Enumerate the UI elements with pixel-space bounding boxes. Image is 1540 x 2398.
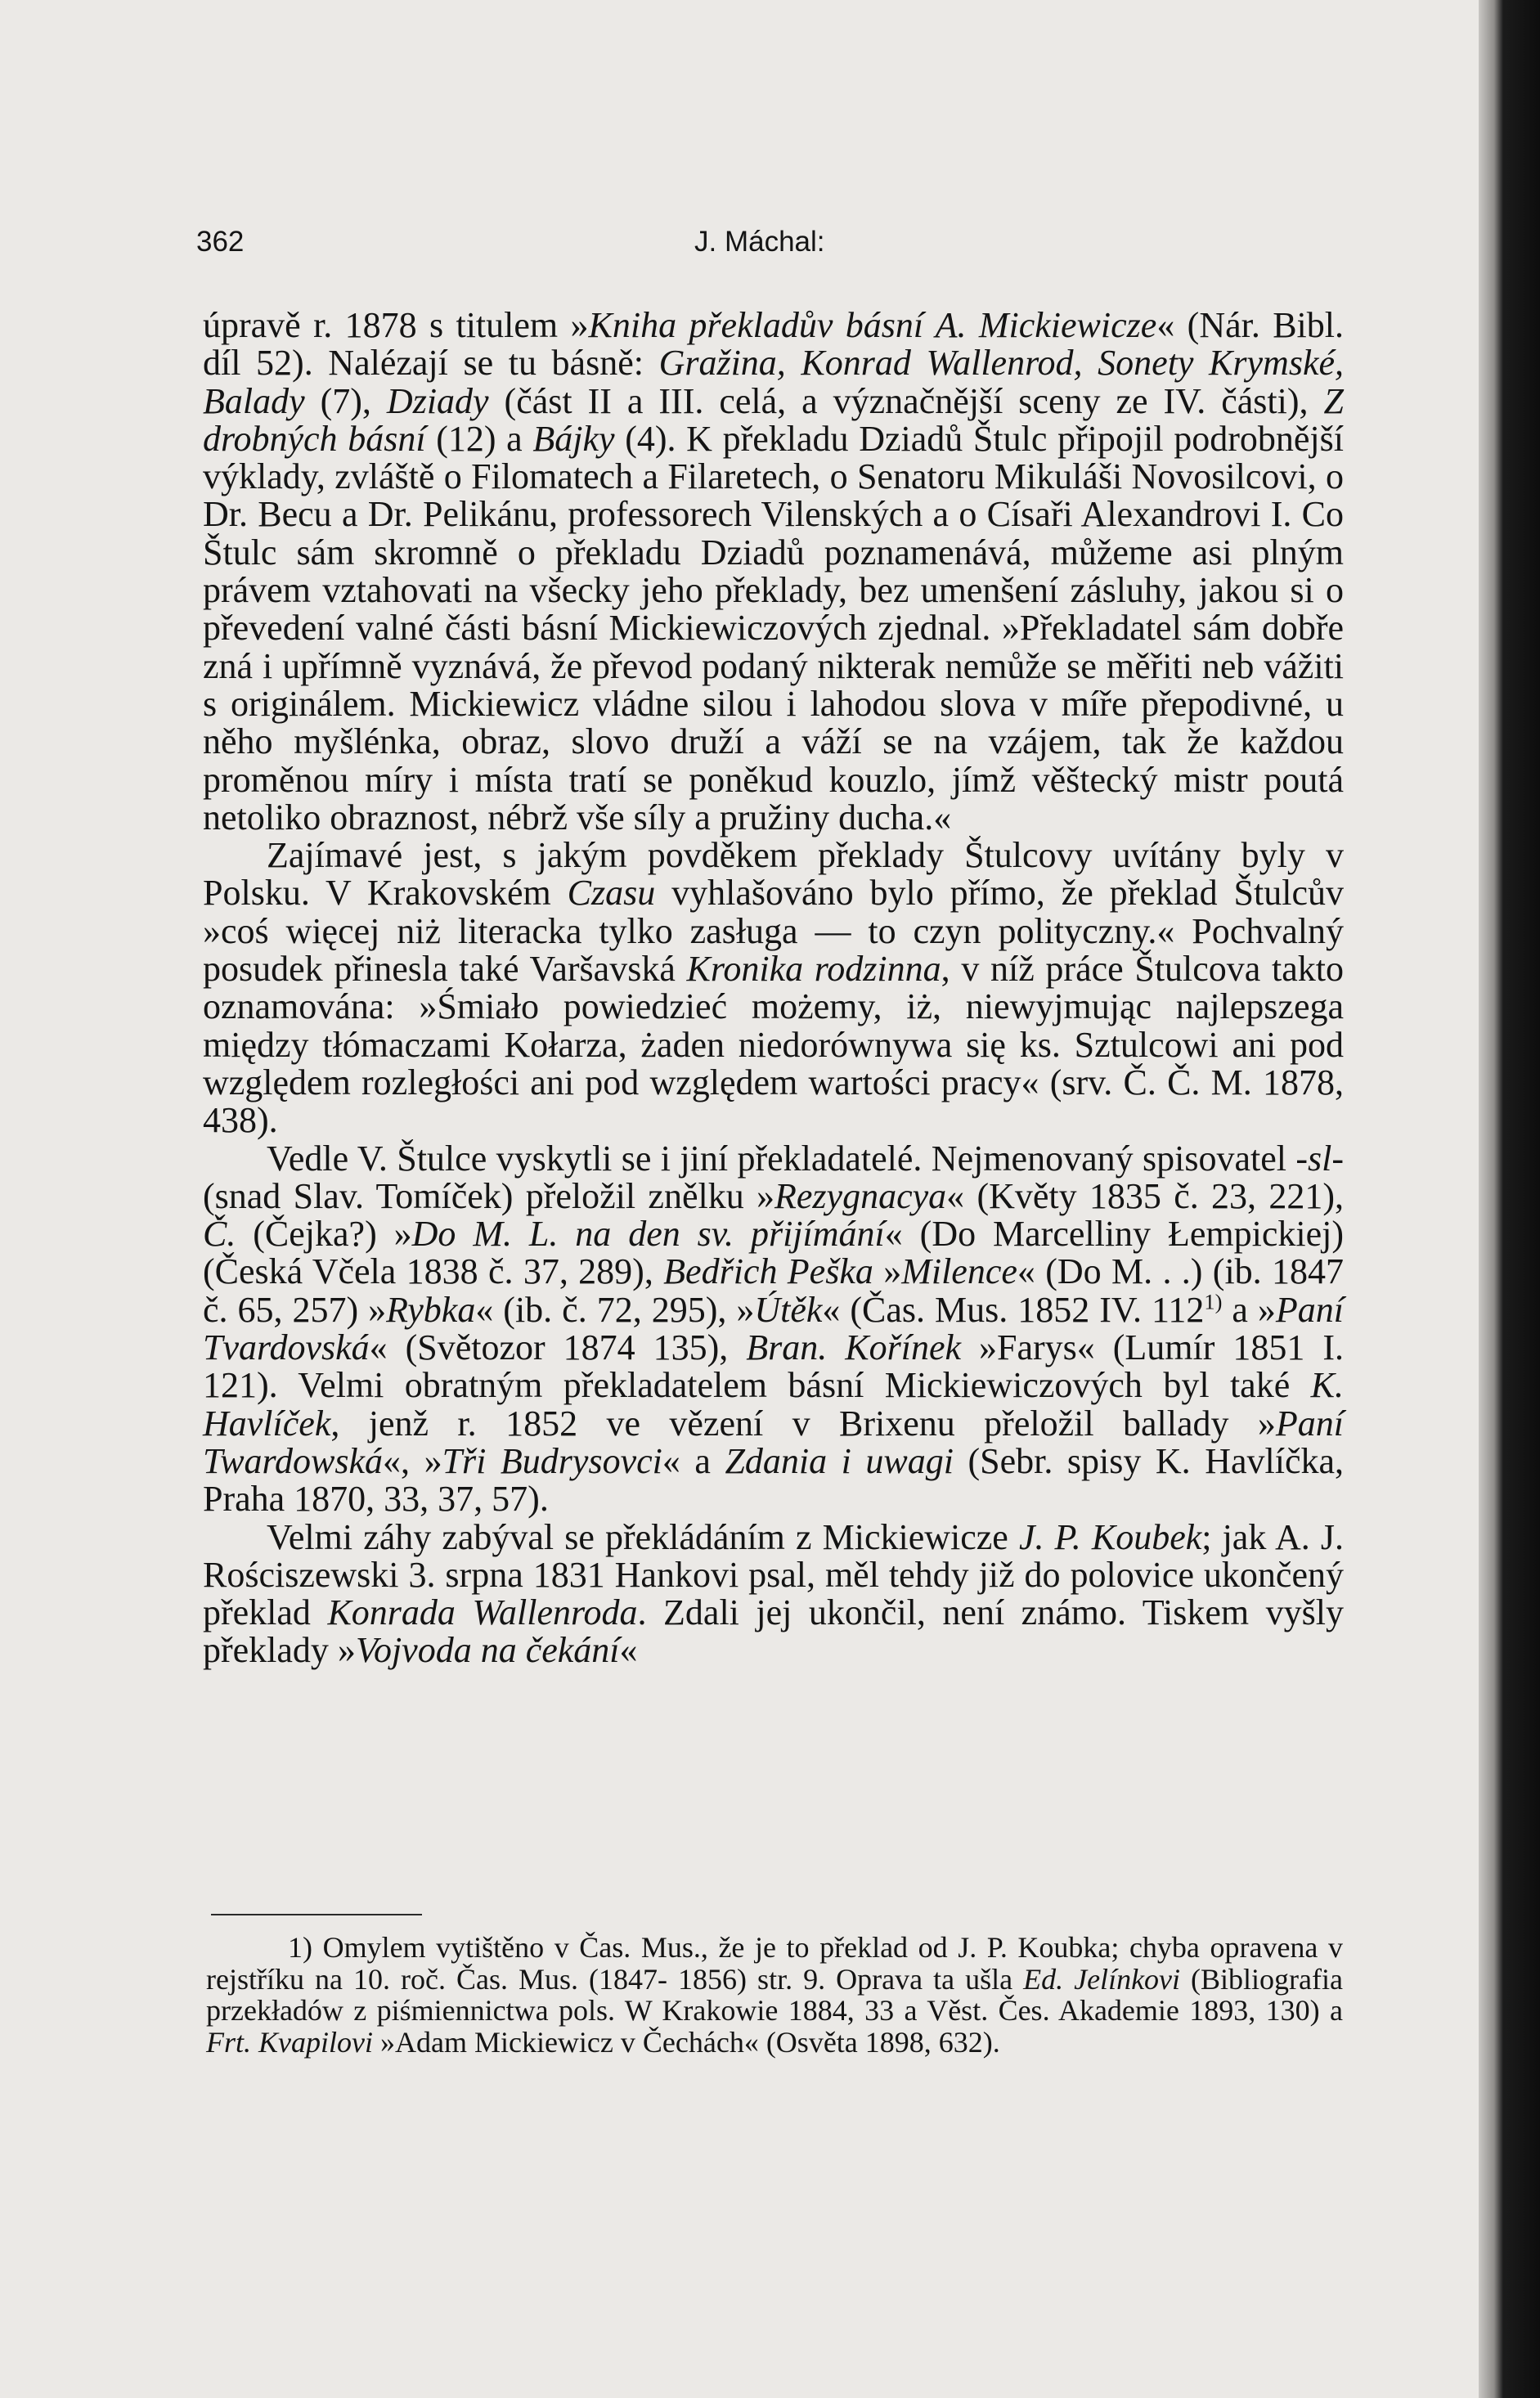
paragraph-4: Velmi záhy zabýval se překládáním z Mickiewicze J. P. Koubek; jak A. J. Rościszewski 3. srpna 1831 Hankovi psal, měl tehdy již do polovice ukončený překlad Konrada Wallenroda. Zdali jej ukončil, není známo. Tiskem vyšly překlady »Vojvoda na čekání« [203, 1516, 1344, 1671]
footnote-1: 1) Omylem vytištěno v Čas. Mus., že je to překlad od J. P. Koubka; chyba opravena v rejstříku na 10. roč. Čas. Mus. (1847- 1856) str. 9. Oprava ta ušla Ed. Jelínkovi (Bibliografia przekładów z piśmiennictwa pols. W Krakowie 1884, 33 a Věst. Čes. Akademie 1893, 130) a Frt. Kvapilovi »Adam Mickiewicz v Čechách« (Osvěta 1898, 632). [206, 1931, 1343, 2059]
running-title: J. Máchal: [694, 226, 825, 258]
main-text [203, 307, 1344, 1670]
footnote-ref: 1) [1204, 1289, 1223, 1314]
page-number: 362 [196, 226, 245, 258]
paragraph-3: Vedle V. Štulce vyskytli se i jiní překladatelé. Nejmenovaný spisovatel -sl- (snad Slav. Tomíček) přeložil znělku »Rezygnacya« (Květy 1835 č. 23, 221), Č. (Čejka?) »Do M. L. na den sv. přijímání« (Do Marcelliny Łempickiej) (Česká Včela 1838 č. 37, 289), Bedřich Peška »Milence« (Do M. . .) (ib. 1847 č. 65, 257) »Rybka« (ib. č. 72, 295), »Útěk« (Čas. Mus. 1852 IV. 112$^{1)}$ a »Paní Tvardovská« (Světozor 1874 135), Bran. Kořínek »Farys« (Lumír 1851 I. 121). Velmi obratným překladatelem básní Mickiewiczových byl také K. Havlíček, jenž r. 1852 ve vězení v Brixenu přeložil ballady »Paní Twardowská«, »Tři Budrysovci« a Zdania i uwagi (Sebr. spisy K. Havlíčka, Praha 1870, 33, 37, 57). [203, 1138, 1345, 1520]
paragraph-2: Zajímavé jest, s jakým povděkem překlady Štulcovy uvítány byly v Polsku. V Krakovském Czasu vyhlašováno bylo přímo, že překlad Štulcův »coś więcej niż literacka tylko zasługa — to czyn polityczny.« Pochvalný posudek přinesla také Varšavská Kronika rodzinna, v níž práce Štulcova takto oznamována: »Śmiało powiedzieć możemy, iż, niewyjmując najlepszega między tłómaczami Kołarza, żaden niedorównywa się ks. Sztulcowi ani pod względem rozległości ani pod względem wartości pracy« (srv. Č. Č. M. 1878, 438). [203, 835, 1344, 1141]
footnote-divider [211, 1914, 422, 1915]
footnotes [206, 1932, 1343, 2058]
paragraph-1: úpravě r. 1878 s titulem »Kniha překladův básní A. Mickiewicze« (Nár. Bibl. díl 52). Nalézají se tu básně: Gražina, Konrad Wallenrod, Sonety Krymské, Balady (7), Dziady (část II a III. celá, a význačnější sceny ze IV. části), Z drobných básní (12) a Bájky (4). K překladu Dziadů Štulc připojil podrobnější výklady, zvláště o Filomatech a Filaretech, o Senatoru Mikuláši Novosilcovi, o Dr. Becu a Dr. Pelikánu, professorech Vilenských a o Císaři Alexandrovi I. Co Štulc sám skromně o překladu Dziadů poznamenává, můžeme asi plným právem vztahovati na všecky jeho překlady, bez umenšení zásluhy, jakou si o převedení valné části básní Mickiewiczových zjednal. »Překladatel sám dobře zná i upřímně vyznává, že převod podaný nikterak nemůže se měřiti neb vážiti s originálem. Mickiewicz vládne silou i lahodou slova v míře přepodivné, u něho myšlénka, obraz, slovo druží a váží se na vzájem, tak že každou proměnou míry i místa tratí se poněkud kouzlo, jímž věštecký mistr poutá netoliko obraznost, nébrž vše síly a pružiny ducha.« [203, 305, 1345, 838]
page-header [196, 226, 1341, 267]
book-page-edge [1479, 0, 1540, 2398]
